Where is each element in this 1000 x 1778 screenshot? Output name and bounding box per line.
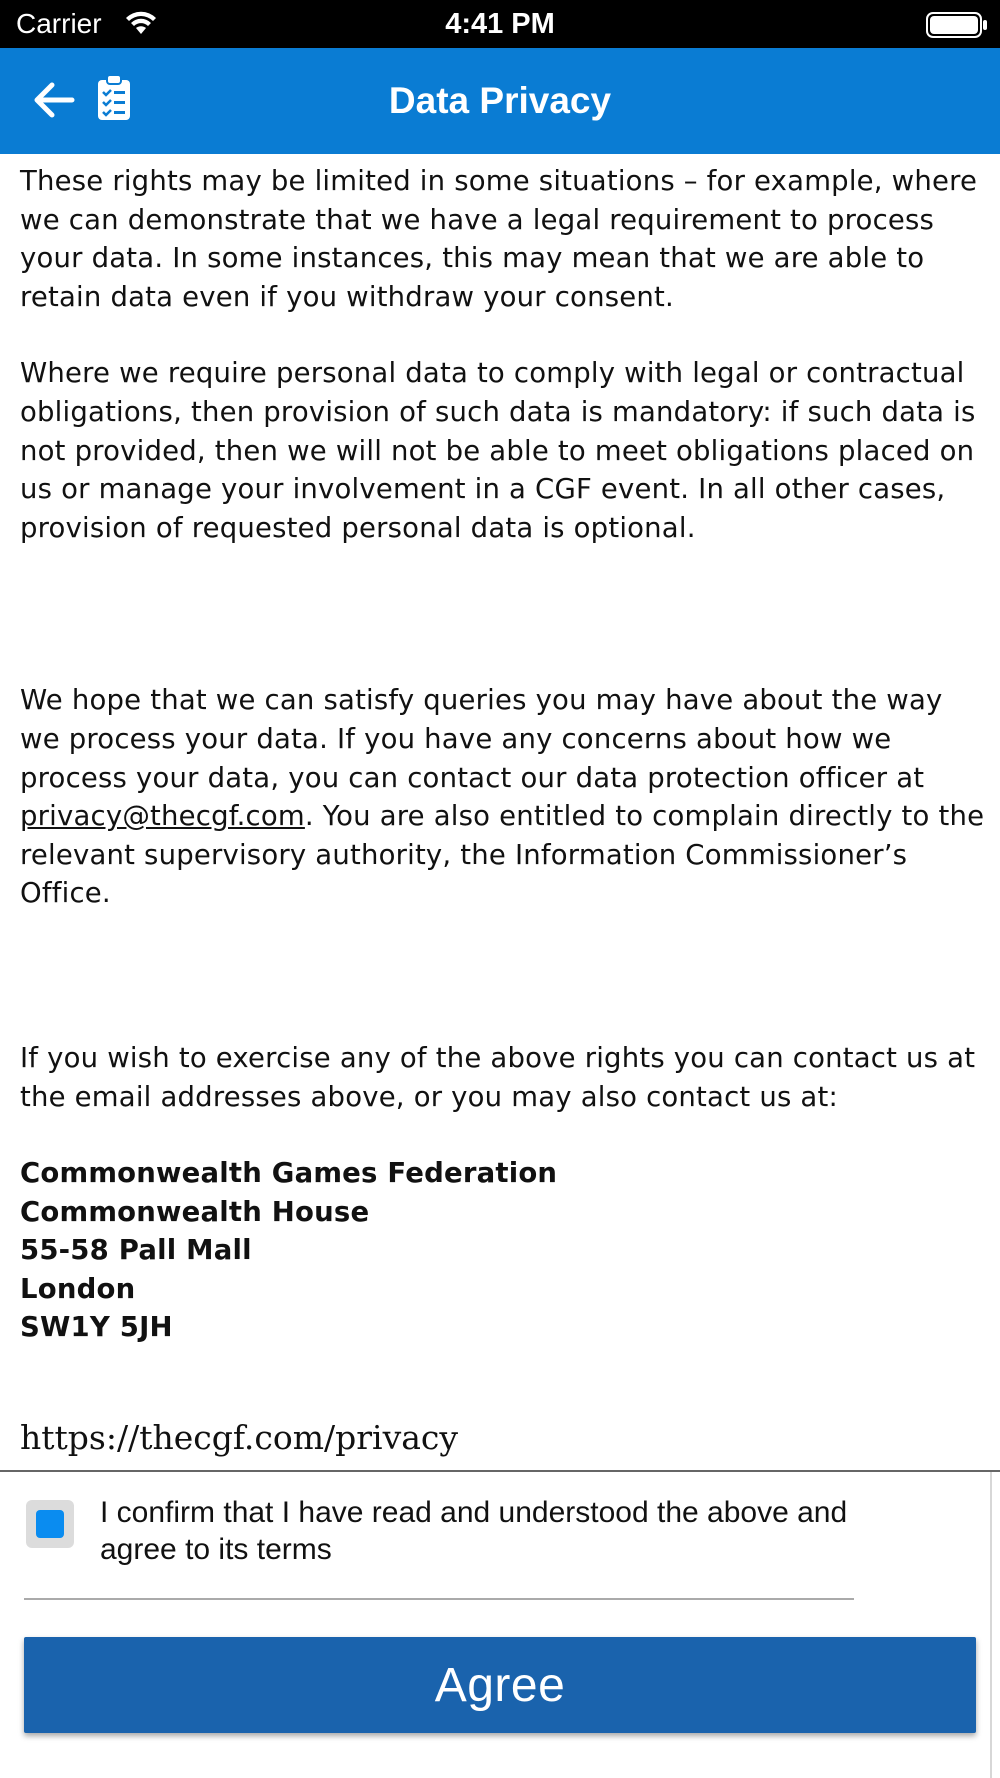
paragraph-mandatory-data: Where we require personal data to comply with legal or contractual obligations, then provision of such data is mandatory: if such data is not provided, then we will not be able to meet obligations placed on us or manage your involvement in a CGF event. In all other cases, provision of requested personal data is optional. [20,357,976,544]
address-line: Commonwealth Games Federation [20,1157,558,1190]
divider [24,1598,854,1600]
privacy-document [20,162,988,1347]
address-line: SW1Y 5JH [20,1311,173,1344]
status-time: 4:41 PM [445,8,555,40]
address-line: 55-58 Pall Mall [20,1234,252,1267]
privacy-email-link[interactable]: privacy@thecgf.com [20,800,305,833]
nav-bar [0,48,1000,154]
paragraph-queries-text: We hope that we can satisfy queries you may have about the way we process your data. If you have any concerns about how we process your data, you can contact our data protection officer at [20,684,943,794]
paragraph-exercise-rights: If you wish to exercise any of the above rights you can contact us at the email addresses above, or you may also contact us at: [20,1041,976,1113]
carrier-label: Carrier [16,8,102,39]
paragraph-queries-text-end: . You are also entitled to complain directly to the relevant supervisory authority, the Information Commissioner’s Office. [20,800,985,910]
consent-label: I confirm that I have read and understood the above and agree to its terms [100,1496,848,1566]
address-line: London [20,1272,136,1305]
address-line: Commonwealth House [20,1195,370,1228]
consent-panel [0,1472,992,1778]
postal-address [20,1154,988,1347]
page-title: Data Privacy [388,80,612,121]
privacy-url: https://thecgf.com/privacy [20,1418,459,1457]
status-bar [0,0,1000,48]
battery-icon [926,12,988,38]
agree-button[interactable]: Agree [24,1637,976,1733]
consent-checkbox[interactable] [26,1500,74,1548]
checkbox-checked-indicator [36,1510,64,1538]
paragraph-queries [20,681,988,913]
paragraph-rights-limits: These rights may be limited in some situations – for example, where we can demonstrate that we have a legal requirement to process your data. In some instances, this may mean that we are able to retain data even if you withdraw your consent. [20,165,978,313]
